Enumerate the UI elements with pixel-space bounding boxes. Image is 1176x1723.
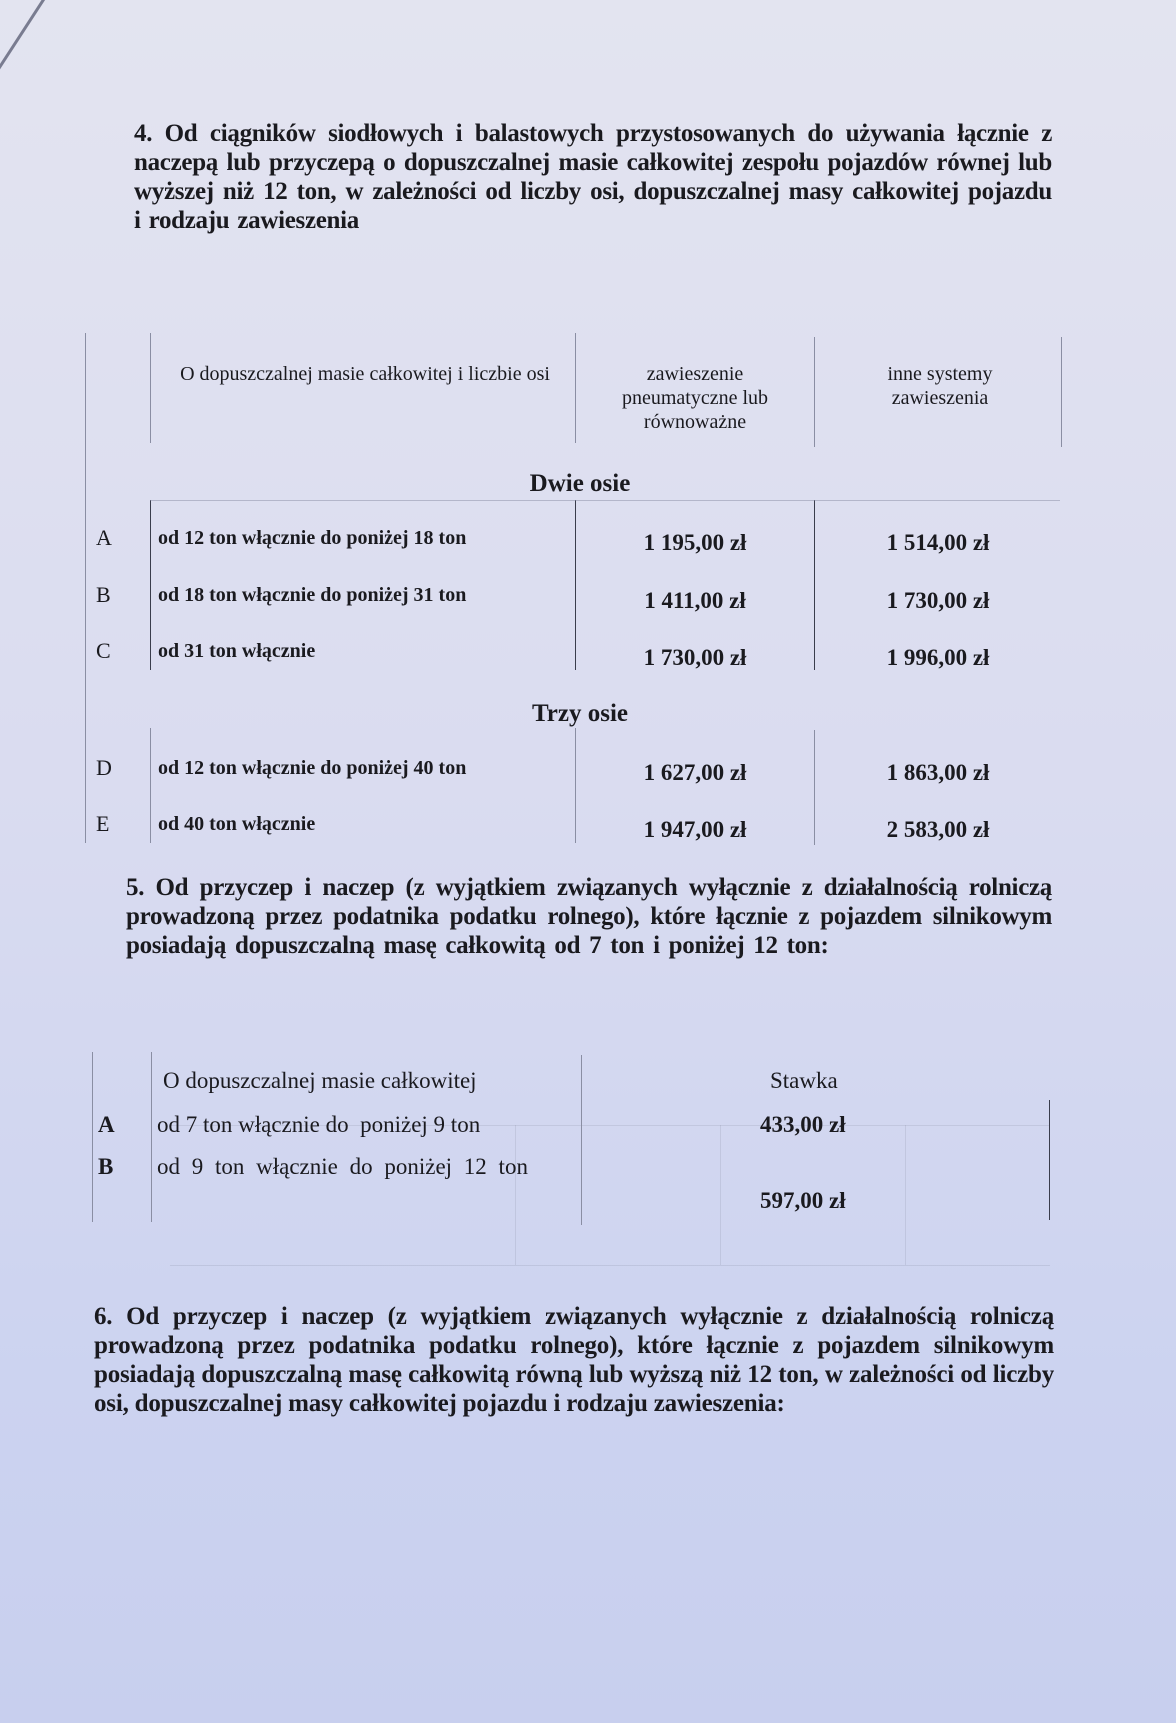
table-divider	[575, 500, 576, 670]
page-fold-line	[0, 0, 51, 117]
pneumatic-rate: 1 947,00 zł	[643, 817, 747, 842]
table-border-left	[85, 333, 86, 843]
bleed-through-line	[720, 1125, 721, 1265]
table-rule	[150, 500, 1060, 501]
bleed-through-line	[515, 1125, 516, 1265]
table-divider	[575, 728, 576, 843]
table-divider	[814, 500, 815, 670]
header-rate: Stawka	[770, 1068, 838, 1093]
row-letter: A	[98, 1112, 115, 1137]
group-title-three-axles: Trzy osie	[531, 700, 629, 727]
bleed-through-line	[905, 1125, 906, 1265]
other-rate: 1 863,00 zł	[886, 760, 990, 785]
row-description: od 40 ton włącznie	[158, 813, 316, 835]
row-letter: C	[96, 638, 111, 663]
row-letter: B	[98, 1154, 114, 1179]
table-divider	[575, 333, 576, 443]
other-rate: 1 514,00 zł	[886, 530, 990, 555]
other-rate: 1 996,00 zł	[886, 645, 990, 670]
row-letter: A	[96, 525, 112, 550]
table-divider	[814, 730, 815, 845]
group-title-two-axles: Dwie osie	[529, 470, 631, 497]
table-border-right	[1061, 337, 1062, 447]
header-other-suspension: inne systemy zawieszenia	[887, 363, 993, 409]
table-divider	[814, 337, 815, 447]
pneumatic-rate: 1 195,00 zł	[643, 530, 747, 555]
pneumatic-rate: 1 627,00 zł	[643, 760, 747, 785]
section-5-text: 5. Od przyczep i naczep (z wyjątkiem związanych wyłącznie z działalnością rolniczą prowadzoną przez podatnika podatku rolnego), które łącznie z pojazdem silnikowym posiadają dopuszczalną masę całkowitą od 7 ton i poniżej 12 ton:	[126, 874, 1052, 959]
table-border-right	[1049, 1100, 1050, 1220]
row-letter: E	[96, 811, 110, 836]
table-divider	[581, 1055, 582, 1225]
row-description: od 9 ton włącznie do poniżej 12 ton	[157, 1154, 528, 1179]
other-rate: 2 583,00 zł	[886, 817, 990, 842]
table-border-left	[92, 1052, 93, 1222]
pneumatic-rate: 1 411,00 zł	[644, 588, 746, 613]
row-description: od 18 ton włącznie do poniżej 31 ton	[158, 584, 467, 606]
section-6-text: 6. Od przyczep i naczep (z wyjątkiem związanych wyłącznie z działalnością rolniczą prowadzoną przez podatnika podatku rolnego), które łącznie z pojazdem silnikowym posiadają dopuszczalną masę całkowitą równą lub wyższą niż 12 ton, w zależności od liczby osi, dopuszczalnej masy całkowitej pojazdu i rodzaju zawieszenia:	[94, 1303, 1054, 1417]
pneumatic-rate: 1 730,00 zł	[643, 645, 747, 670]
table-divider	[150, 728, 151, 843]
header-mass-axles: O dopuszczalnej masie całkowitej i liczbie osi	[180, 363, 550, 385]
table-divider	[150, 500, 151, 670]
section-4-text: 4. Od ciągników siodłowych i balastowych przystosowanych do używania łącznie z naczepą lub przyczepą o dopuszczalnej masie całkowitej zespołu pojazdów równej lub wyższej niż 12 ton, w zależności od liczby osi, dopuszczalnej masy całkowitej pojazdu i rodzaju zawieszenia	[134, 120, 1052, 234]
row-description: od 12 ton włącznie do poniżej 40 ton	[158, 757, 467, 779]
row-description: od 7 ton włącznie do poniżej 9 ton	[157, 1112, 481, 1137]
header-pneumatic-suspension: zawieszenie pneumatyczne lub równoważne	[621, 363, 769, 433]
other-rate: 1 730,00 zł	[886, 588, 990, 613]
row-description: od 12 ton włącznie do poniżej 18 ton	[158, 527, 467, 549]
table-divider	[151, 1052, 152, 1222]
bleed-through-line	[170, 1265, 1050, 1266]
row-letter: D	[96, 755, 112, 780]
row-letter: B	[96, 582, 111, 607]
row-rate: 597,00 zł	[760, 1188, 846, 1213]
table-divider	[150, 333, 151, 443]
row-rate: 433,00 zł	[760, 1112, 846, 1137]
row-description: od 31 ton włącznie	[158, 640, 316, 662]
header-mass: O dopuszczalnej masie całkowitej	[163, 1068, 477, 1093]
